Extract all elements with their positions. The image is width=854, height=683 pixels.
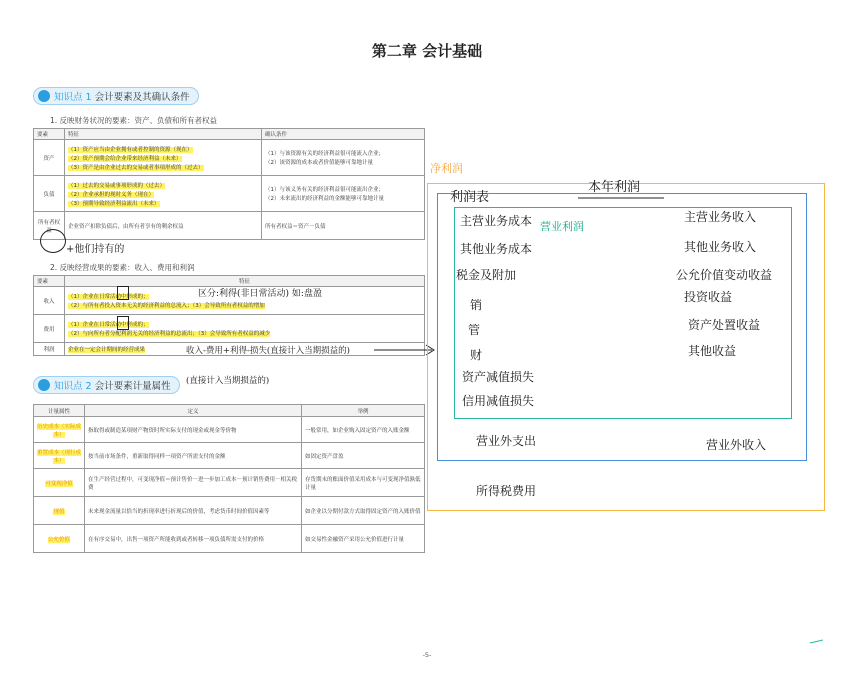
right-item: 其他业务收入: [684, 240, 757, 254]
right-item: 主营业务收入: [684, 210, 757, 224]
knowledge-point-2: [33, 376, 180, 394]
left-item: 资产减值损失: [462, 370, 535, 384]
t3-header: 定义: [85, 405, 302, 417]
non-operating-in: 营业外收入: [706, 438, 767, 452]
kp1-label: 会计要素及其确认条件: [94, 92, 190, 103]
element-name: 收入: [34, 287, 65, 315]
profit-note-2: (直接计入当期损益的): [186, 376, 270, 386]
header-left: 利润表: [450, 190, 490, 205]
attribute-name: 可变现净值: [45, 480, 73, 487]
income-tax: 所得税费用: [476, 484, 537, 498]
corner-label: 净利润: [430, 162, 463, 175]
attribute-name: 重置成本（现行成本）: [37, 449, 82, 464]
table-row: [34, 176, 425, 212]
left-item: 主营业务成本: [460, 214, 533, 228]
feature-line: （3）预期导致经济利益流出（未来）: [68, 200, 160, 207]
t1-header: 要素: [34, 129, 65, 140]
header-mid: 本年利润: [588, 180, 641, 195]
right-item: 其他收益: [688, 344, 737, 358]
feature-line: （3）资产是由企业过去的交易或者事项形成的（过去）: [68, 164, 204, 171]
pen-stroke: [808, 638, 826, 646]
attribute-example: 存货期末的账面价值采用成本与可变现净值孰低计量: [302, 469, 425, 497]
condition-line: （1）与该资源有关的经济利益很可能流入企业；: [265, 151, 385, 157]
measurement-table: [33, 404, 425, 553]
right-item: 投资收益: [684, 290, 733, 304]
feature-line: 企业在一定会计期间的经营成果: [68, 347, 146, 353]
profit-note: 收入-费用+利得-损失(直接计入当期损益的): [186, 346, 351, 356]
table-row: [34, 497, 425, 525]
table-row: [34, 417, 425, 443]
feature-line: （2）资产预期会给企业带来经济利益（未来）: [68, 155, 182, 162]
table-row: [34, 469, 425, 497]
attribute-def: 指取得或制造某项财产物资时所实际支付的现金或现金等价物: [85, 417, 302, 443]
kp1-name: 知识点 1: [54, 92, 92, 103]
elements-table-1: [33, 128, 425, 240]
feature-line: （2）企业承担的现时义务（现在）: [68, 191, 155, 198]
t3-header: 举例: [302, 405, 425, 417]
attribute-def: 未来现金流量以恰当的折现率进行折现后的价值，考虑货币时间价值因素等: [85, 497, 302, 525]
condition-line: （1）与该义务有关的经济利益很可能流出企业；: [265, 187, 385, 193]
left-item: 信用减值损失: [462, 394, 535, 408]
attribute-example: 如企业以分期付款方式取得固定资产的入账价值: [302, 497, 425, 525]
left-item: 其他业务成本: [460, 242, 533, 256]
table-row: [34, 212, 425, 240]
page-title: 第二章 会计基础: [371, 42, 483, 60]
feature-line: （1）资产应当由企业拥有或者控制的资源（现在）: [68, 146, 193, 153]
left-item: 税金及附加: [456, 268, 517, 282]
left-item: 销: [470, 298, 483, 312]
right-item: 资产处置收益: [688, 318, 761, 332]
section-2-heading: 2. 反映经营成果的要素：收入、费用和利润: [50, 263, 195, 272]
left-item: 管: [468, 323, 481, 337]
attribute-def: 按当前市场条件，重新取得同样一项资产所需支付的金额: [85, 443, 302, 469]
feature-line: （1）过去的交易或事项形成的（过去）: [68, 182, 166, 189]
condition-line: 所有者权益＝资产－负债: [262, 212, 425, 240]
feature-line: 企业资产扣除负债后，由所有者享有的剩余权益: [65, 212, 262, 240]
condition-line: （2）未来流出的经济利益的金额能够可靠地计量: [265, 196, 385, 202]
attribute-def: 在生产经营过程中，可变现净值＝预计售价－进一步加工成本－预计销售费用－相关税费: [85, 469, 302, 497]
section-1-heading: 1. 反映财务状况的要素：资产、负债和所有者权益: [50, 116, 218, 125]
attribute-example: 一般常用，如企业购入固定资产的入账金额: [302, 417, 425, 443]
t1-header: 特征: [65, 129, 262, 140]
attribute-example: 如交易性金融资产采用公允价值进行计量: [302, 525, 425, 553]
green-label: 营业利润: [540, 220, 584, 233]
table-row: [34, 315, 425, 343]
feature-line: （2）与向所有者分配利润无关的经济利益的总流出；（3）会导致所有者权益的减少: [68, 331, 271, 337]
attribute-name: 历史成本（实际成本）: [37, 423, 82, 438]
table-row: [34, 443, 425, 469]
income-box-mark: [117, 286, 129, 300]
element-name: 利润: [34, 343, 65, 356]
feature-line: （1）企业在日常活动中形成的；: [68, 322, 149, 328]
page-number: -5-: [422, 651, 432, 659]
knowledge-point-1: [33, 87, 199, 105]
element-name: 费用: [34, 315, 65, 343]
left-item: 财: [470, 348, 483, 362]
element-name: 负债: [34, 176, 65, 212]
table-row: [34, 140, 425, 176]
attribute-name: 现值: [53, 508, 65, 515]
attribute-name: 公允价值: [47, 536, 70, 543]
bullet-icon: [38, 379, 50, 391]
income-note: 区分:利得(非日常活动) 如:盘盈: [198, 289, 322, 299]
kp2-label: 会计要素计量属性: [94, 381, 171, 392]
equity-circle-mark: [40, 229, 66, 253]
underline: [576, 194, 668, 202]
table-row: [34, 525, 425, 553]
equity-note: +他们持有的: [66, 244, 125, 255]
feature-line: （2）与所有者投入资本无关的经济利益的总流入；（3）会导致所有者权益的增加: [68, 303, 265, 309]
kp2-name: 知识点 2: [54, 381, 92, 392]
feature-line: （1）企业在日常活动中形成的；: [68, 294, 149, 300]
attribute-def: 在有序交易中，出售一项资产所能收到或者转移一项负债所需支付的价格: [85, 525, 302, 553]
bullet-icon: [38, 90, 50, 102]
right-item: 公允价值变动收益: [676, 268, 773, 282]
element-name: 资产: [34, 140, 65, 176]
non-operating-out: 营业外支出: [476, 434, 537, 448]
attribute-example: 如固定资产盘盈: [302, 443, 425, 469]
t2-header: 要素: [34, 276, 65, 287]
t1-header: 确认条件: [262, 129, 425, 140]
expense-box-mark: [117, 316, 129, 330]
t2-header: 特征: [65, 276, 425, 287]
t3-header: 计量属性: [34, 405, 85, 417]
element-name: 所有者权益: [34, 212, 65, 240]
condition-line: （2）该资源的成本或者价值能够可靠地计量: [265, 160, 374, 166]
